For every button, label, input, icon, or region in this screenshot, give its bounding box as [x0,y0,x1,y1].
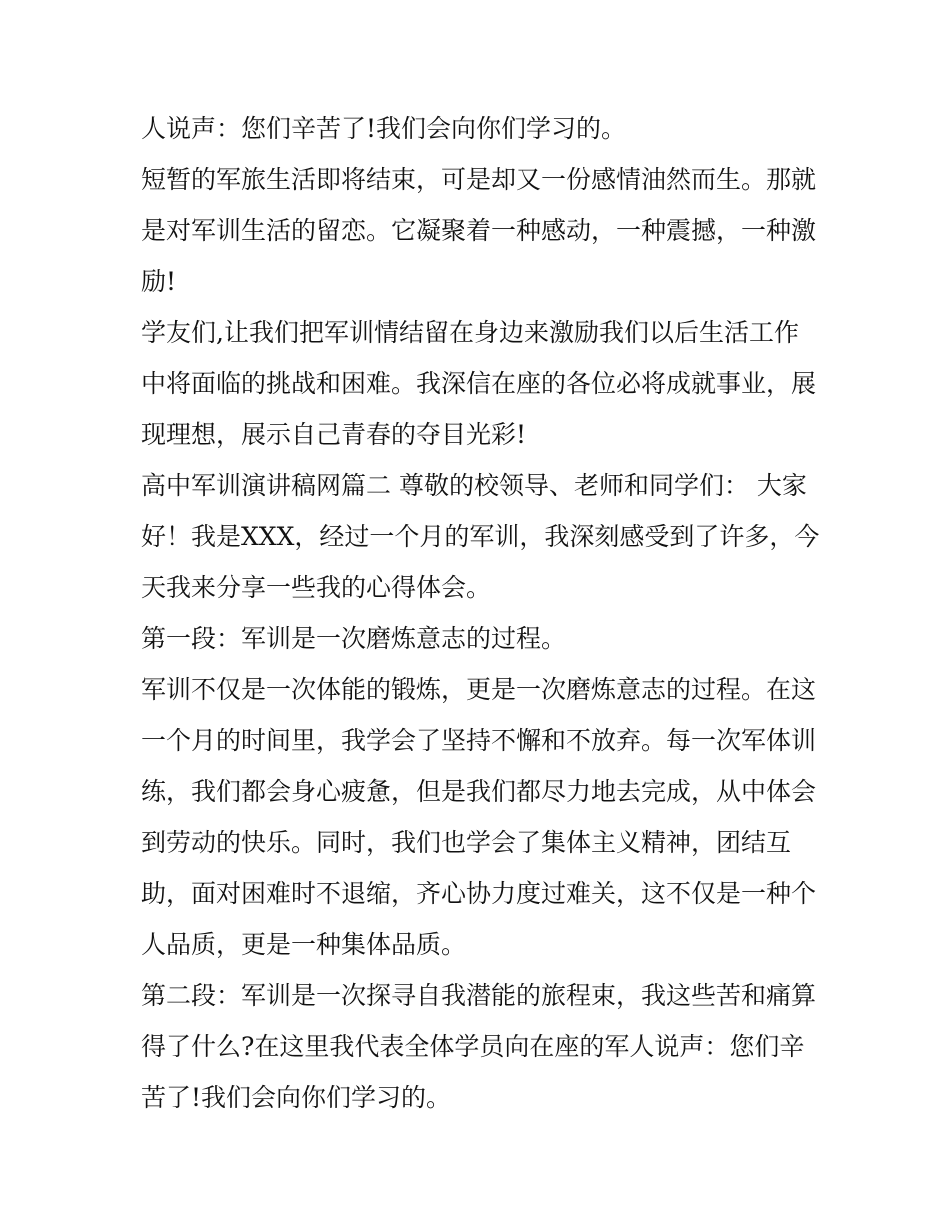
text-line: 好！我是XXX，经过一个月的军训，我深刻感受到了许多，今 [141,522,820,551]
text-line: 到劳动的快乐。同时，我们也学会了集体主义精神，团结互 [141,828,792,857]
text-line: 天我来分享一些我的心得体会。 [141,573,492,602]
text-line: 现理想，展示自己青春的夺目光彩! [141,420,527,449]
text-line: 高中军训演讲稿网篇二 尊敬的校领导、老师和同学们： 大家 [141,471,807,500]
text-line: 得了什么?在这里我代表全体学员向在座的军人说声：您们辛 [141,1032,805,1061]
text-line: 第一段：军训是一次磨炼意志的过程。 [141,624,567,653]
text-line: 中将面临的挑战和困难。我深信在座的各位必将成就事业，展 [141,369,817,398]
text-line: 军训不仅是一次体能的锻炼，更是一次磨炼意志的过程。在这 [141,675,817,704]
text-line: 学友们,让我们把军训情结留在身边来激励我们以后生活工作 [141,318,799,347]
text-line: 苦了!我们会向你们学习的。 [141,1083,452,1112]
text-line: 人品质，更是一种集体品质。 [141,930,467,959]
text-line: 人说声：您们辛苦了!我们会向你们学习的。 [141,114,627,143]
text-line: 励! [141,267,177,296]
text-line: 第二段：军训是一次探寻自我潜能的旅程束，我这些苦和痛算 [141,981,817,1010]
text-line: 助，面对困难时不退缩，齐心协力度过难关，这不仅是一种个 [141,879,817,908]
text-line: 是对军训生活的留恋。它凝聚着一种感动，一种震撼，一种激 [141,216,817,245]
text-line: 一个月的时间里，我学会了坚持不懈和不放弃。每一次军体训 [141,726,817,755]
text-line: 练，我们都会身心疲惫，但是我们都尽力地去完成，从中体会 [141,777,817,806]
body-text [141,103,821,1123]
text-line: 短暂的军旅生活即将结束，可是却又一份感情油然而生。那就 [141,165,817,194]
